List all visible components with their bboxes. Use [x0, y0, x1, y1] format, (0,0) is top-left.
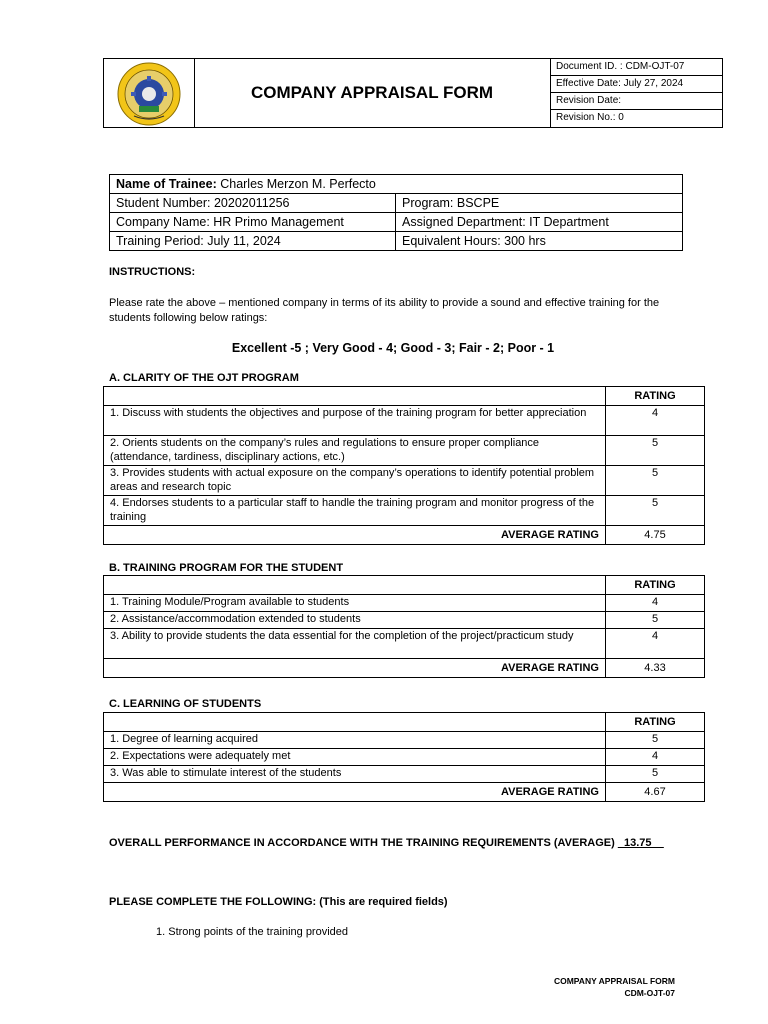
effective-date: Effective Date: July 27, 2024	[551, 76, 723, 93]
criterion-rating: 5	[606, 436, 705, 466]
criterion-text: 1. Training Module/Program available to students	[104, 595, 606, 612]
criterion-text: 3. Provides students with actual exposure on the company’s operations to identify potential problem areas and research topic	[104, 466, 606, 496]
table-row	[104, 466, 705, 496]
student-number: Student Number: 20202011256	[110, 194, 396, 213]
table-row	[104, 595, 705, 612]
rating-header: RATING	[606, 387, 705, 406]
form-title: COMPANY APPRAISAL FORM	[194, 59, 551, 127]
average-rating-label: AVERAGE RATING	[104, 526, 606, 545]
company-name: Company Name: HR Primo Management	[110, 213, 396, 232]
average-rating-value: 4.33	[606, 659, 705, 678]
average-rating-label: AVERAGE RATING	[104, 659, 606, 678]
criterion-rating: 4	[606, 406, 705, 436]
trainee-info-table	[109, 174, 683, 251]
average-rating-label: AVERAGE RATING	[104, 783, 606, 802]
average-rating-value: 4.75	[606, 526, 705, 545]
table-row	[104, 406, 705, 436]
revision-date: Revision Date:	[551, 93, 723, 110]
overall-label: OVERALL PERFORMANCE IN ACCORDANCE WITH THE TRAINING REQUIREMENTS (AVERAGE)	[109, 837, 618, 849]
table-row	[104, 732, 705, 749]
criterion-text: 1. Discuss with students the objectives and purpose of the training program for better appreciation	[104, 406, 606, 436]
criterion-text: 1. Degree of learning acquired	[104, 732, 606, 749]
instructions-text: Please rate the above – mentioned company in terms of its ability to provide a sound and effective training for the students following below ratings:	[109, 297, 660, 324]
section-c-title: C. LEARNING OF STUDENTS	[109, 698, 262, 710]
criterion-rating: 5	[606, 466, 705, 496]
criterion-text: 3. Ability to provide students the data essential for the completion of the project/practicum study	[104, 629, 606, 659]
form-header	[103, 58, 723, 128]
rating-header: RATING	[606, 576, 705, 595]
strong-points-item: 1. Strong points of the training provided	[156, 926, 349, 938]
section-b-title: B. TRAINING PROGRAM FOR THE STUDENT	[109, 562, 344, 574]
criterion-rating: 5	[606, 612, 705, 629]
criterion-rating: 5	[606, 732, 705, 749]
logo-cell	[104, 59, 195, 127]
table-row	[104, 766, 705, 783]
criterion-text: 4. Endorses students to a particular staff to handle the training program and monitor progress of the training	[104, 496, 606, 526]
assigned-department: Assigned Department: IT Department	[396, 213, 683, 232]
table-row	[104, 749, 705, 766]
program: Program: BSCPE	[396, 194, 683, 213]
rating-scale: Excellent -5 ; Very Good - 4; Good - 3; Fair - 2; Poor - 1	[231, 341, 555, 355]
section-a-table	[103, 386, 705, 545]
document-meta	[551, 59, 723, 127]
rating-header: RATING	[606, 713, 705, 732]
average-rating-value: 4.67	[606, 783, 705, 802]
page-footer	[554, 975, 675, 999]
trainee-name-label: Name of Trainee:	[116, 177, 217, 191]
criterion-text: 2. Assistance/accommodation extended to students	[104, 612, 606, 629]
revision-no: Revision No.: 0	[556, 112, 624, 123]
table-row	[104, 612, 705, 629]
trainee-name-value: Charles Merzon M. Perfecto	[220, 177, 376, 191]
table-row	[104, 496, 705, 526]
instructions-heading: INSTRUCTIONS:	[109, 266, 196, 278]
criterion-rating: 4	[606, 749, 705, 766]
footer-form-name: COMPANY APPRAISAL FORM	[553, 976, 675, 986]
document-id: Document ID. : CDM-OJT-07	[551, 59, 723, 76]
trainee-name-cell	[110, 175, 683, 194]
criterion-rating: 4	[606, 629, 705, 659]
criterion-text: 2. Expectations were adequately met	[104, 749, 606, 766]
complete-heading: PLEASE COMPLETE THE FOLLOWING: (This are required fields)	[109, 896, 448, 908]
table-row	[104, 436, 705, 466]
criterion-rating: 5	[606, 766, 705, 783]
training-period: Training Period: July 11, 2024	[110, 232, 396, 251]
overall-performance	[109, 837, 664, 849]
section-a-title: A. CLARITY OF THE OJT PROGRAM	[109, 372, 299, 384]
section-b-table	[103, 575, 705, 678]
criterion-rating: 5	[606, 496, 705, 526]
table-row	[104, 629, 705, 659]
criterion-rating: 4	[606, 595, 705, 612]
overall-value: _13.75__	[617, 837, 664, 849]
footer-form-code: CDM-OJT-07	[624, 988, 675, 998]
section-c-table	[103, 712, 705, 802]
criterion-text: 2. Orients students on the company’s rules and regulations to ensure proper compliance (attendance, tardiness, disciplinary actions, etc.)	[104, 436, 606, 466]
school-seal-logo	[104, 59, 194, 127]
criterion-text: 3. Was able to stimulate interest of the students	[104, 766, 606, 783]
equivalent-hours: Equivalent Hours: 300 hrs	[396, 232, 683, 251]
